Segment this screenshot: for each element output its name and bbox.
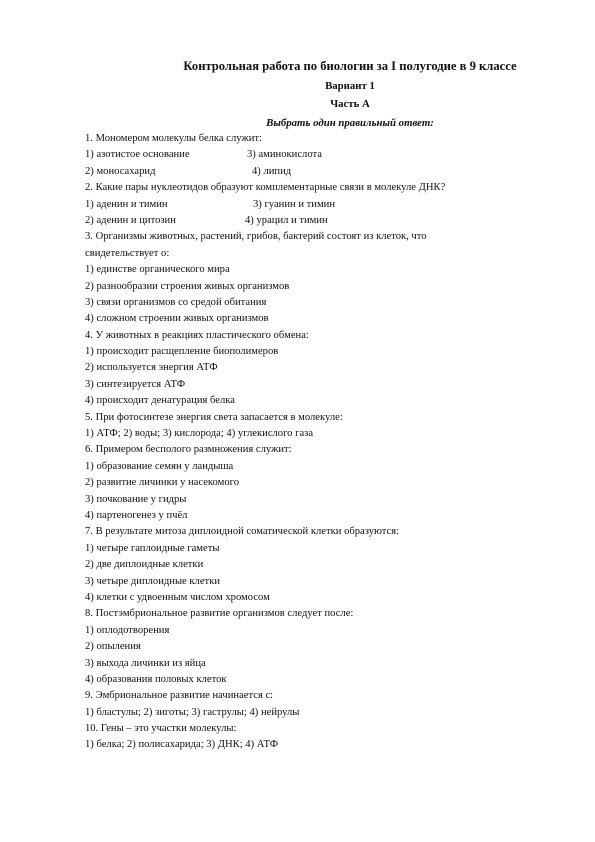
question-3-continued: свидетельствует о: bbox=[85, 247, 170, 259]
answer-option: 2) моносахарид bbox=[85, 165, 156, 177]
answer-option: 1) оплодотворения bbox=[85, 624, 170, 636]
answer-options-inline: 1) белка; 2) полисахарида; 3) ДНК; 4) АТФ bbox=[85, 739, 279, 751]
answer-option: 3) почкование у гидры bbox=[85, 493, 187, 505]
answer-option: 4) сложном строении живых организмов bbox=[85, 313, 269, 325]
answer-options-inline: 1) бластулы; 2) зиготы; 3) гаструлы; 4) нейрулы bbox=[85, 706, 300, 718]
questions-list bbox=[85, 131, 555, 754]
question-10: 10. Гены – это участки молекулы: bbox=[85, 723, 237, 735]
question-2-answers-row-1 bbox=[85, 197, 555, 213]
document-title: Контрольная работа по биологии за I полугодие в 9 классе bbox=[183, 59, 517, 73]
answer-option: 3) гуанин и тимин bbox=[253, 198, 335, 210]
part-label: Часть А bbox=[330, 98, 370, 110]
question-1: 1. Мономером молекулы белка служит: bbox=[85, 133, 262, 144]
question-3: 3. Организмы животных, растений, грибов, бактерий состоят из клеток, что bbox=[85, 231, 427, 243]
answer-option: 3) синтезируется АТФ bbox=[85, 378, 186, 390]
answer-option: 1) происходит расщепление биополимеров bbox=[85, 346, 279, 358]
answer-option: 1) единстве органического мира bbox=[85, 264, 230, 276]
answer-option: 2) используется энергия АТФ bbox=[85, 362, 218, 374]
answer-option: 2) развитие личинки у насекомого bbox=[85, 477, 239, 489]
answer-option: 3) связи организмов со средой обитания bbox=[85, 296, 267, 308]
answer-option: 1) образование семян у ландыша bbox=[85, 460, 234, 472]
answer-option: 4) происходит денатурация белка bbox=[85, 395, 235, 407]
answer-option: 3) аминокислота bbox=[247, 149, 322, 161]
question-2: 2. Какие пары нуклеотидов образуют комплементарные связи в молекуле ДНК? bbox=[85, 182, 446, 194]
answer-option: 3) четыре диплоидные клетки bbox=[85, 575, 220, 587]
question-2-answers-row-2 bbox=[85, 213, 555, 229]
question-5: 5. При фотосинтезе энергия света запасается в молекуле: bbox=[85, 411, 343, 423]
answer-option: 2) разнообразии строения живых организмов bbox=[85, 280, 290, 292]
answer-option: 3) выхода личинки из яйца bbox=[85, 657, 206, 669]
answer-options-inline: 1) АТФ; 2) воды; 3) кислорода; 4) углекислого газа bbox=[85, 428, 314, 440]
question-1-answers-row-1 bbox=[85, 147, 555, 163]
question-6: 6. Примером бесполого размножения служит: bbox=[85, 444, 292, 456]
answer-option: 1) аденин и тимин bbox=[85, 198, 168, 210]
question-9: 9. Эмбриональное развитие начинается с: bbox=[85, 690, 274, 702]
question-1-answers-row-2 bbox=[85, 164, 555, 180]
answer-option: 2) опыления bbox=[85, 641, 141, 653]
question-8: 8. Постэмбриональное развитие организмов следует после: bbox=[85, 608, 354, 620]
answer-option: 1) четыре гаплоидные гаметы bbox=[85, 542, 220, 554]
answer-option: 1) азотистое основание bbox=[85, 149, 190, 161]
answer-option: 4) образования половых клеток bbox=[85, 673, 227, 685]
variant-label: Вариант 1 bbox=[325, 80, 375, 92]
answer-option: 2) две диплоидные клетки bbox=[85, 559, 204, 571]
answer-option: 2) аденин и цитозин bbox=[85, 214, 176, 226]
answer-option: 4) партеногенез у пчёл bbox=[85, 509, 188, 521]
question-4: 4. У животных в реакциях пластического обмена: bbox=[85, 329, 309, 341]
instruction-text: Выбрать один правильный ответ: bbox=[266, 117, 434, 129]
answer-option: 4) урацил и тимин bbox=[245, 214, 328, 226]
answer-option: 4) клетки с удвоенным числом хромосом bbox=[85, 591, 270, 603]
answer-option: 4) липид bbox=[252, 165, 292, 177]
question-7: 7. В результате митоза диплоидной соматической клетки образуются: bbox=[85, 526, 400, 538]
